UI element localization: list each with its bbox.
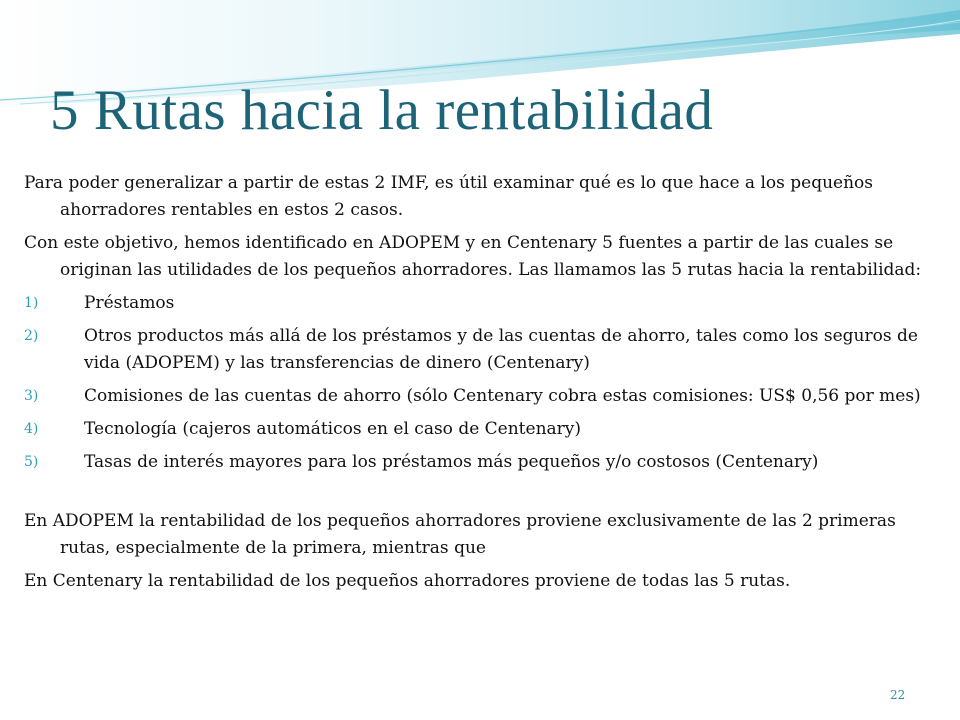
list-number: 5) (24, 454, 39, 470)
list-item (24, 416, 944, 443)
intro-paragraph: Para poder generalizar a partir de estas 2 IMF, es útil examinar qué es lo que hace a los pequeños ahorradores rentables en estos 2 casos. (24, 173, 873, 220)
intro-paragraph: Con este objetivo, hemos identificado en ADOPEM y en Centenary 5 fuentes a partir de las cuales se originan las utilidades de los pequeños ahorradores. Las llamamos las 5 rutas hacia la rentabilidad: (24, 233, 922, 280)
list-item (24, 383, 944, 410)
list-item-text: Otros productos más allá de los préstamos y de las cuentas de ahorro, tales como los seguros de vida (ADOPEM) y las transferencias de dinero (Centenary) (84, 326, 918, 373)
routes-list (24, 290, 944, 476)
list-item-text: Préstamos (84, 293, 175, 313)
closing-paragraph: En ADOPEM la rentabilidad de los pequeños ahorradores proviene exclusivamente de las 2 primeras rutas, especialmente de la primera, mientras que (24, 511, 896, 558)
list-item-text: Tecnología (cajeros automáticos en el caso de Centenary) (84, 419, 582, 439)
slide-body (24, 170, 944, 601)
list-item-text: Comisiones de las cuentas de ahorro (sólo Centenary cobra estas comisiones: US$ 0,56 por mes) (84, 386, 921, 406)
list-item (24, 290, 944, 317)
page-number: 22 (890, 688, 906, 702)
spacer (24, 482, 944, 508)
list-number: 4) (24, 421, 39, 437)
closing-paragraph: En Centenary la rentabilidad de los pequeños ahorradores proviene de todas las 5 rutas. (24, 571, 791, 591)
list-number: 2) (24, 328, 39, 344)
list-number: 3) (24, 388, 39, 404)
list-item (24, 449, 944, 476)
list-item (24, 323, 944, 377)
list-item-text: Tasas de interés mayores para los préstamos más pequeños y/o costosos (Centenary) (84, 452, 819, 472)
slide-title: 5 Rutas hacia la rentabilidad (50, 79, 714, 142)
list-number: 1) (24, 295, 39, 311)
